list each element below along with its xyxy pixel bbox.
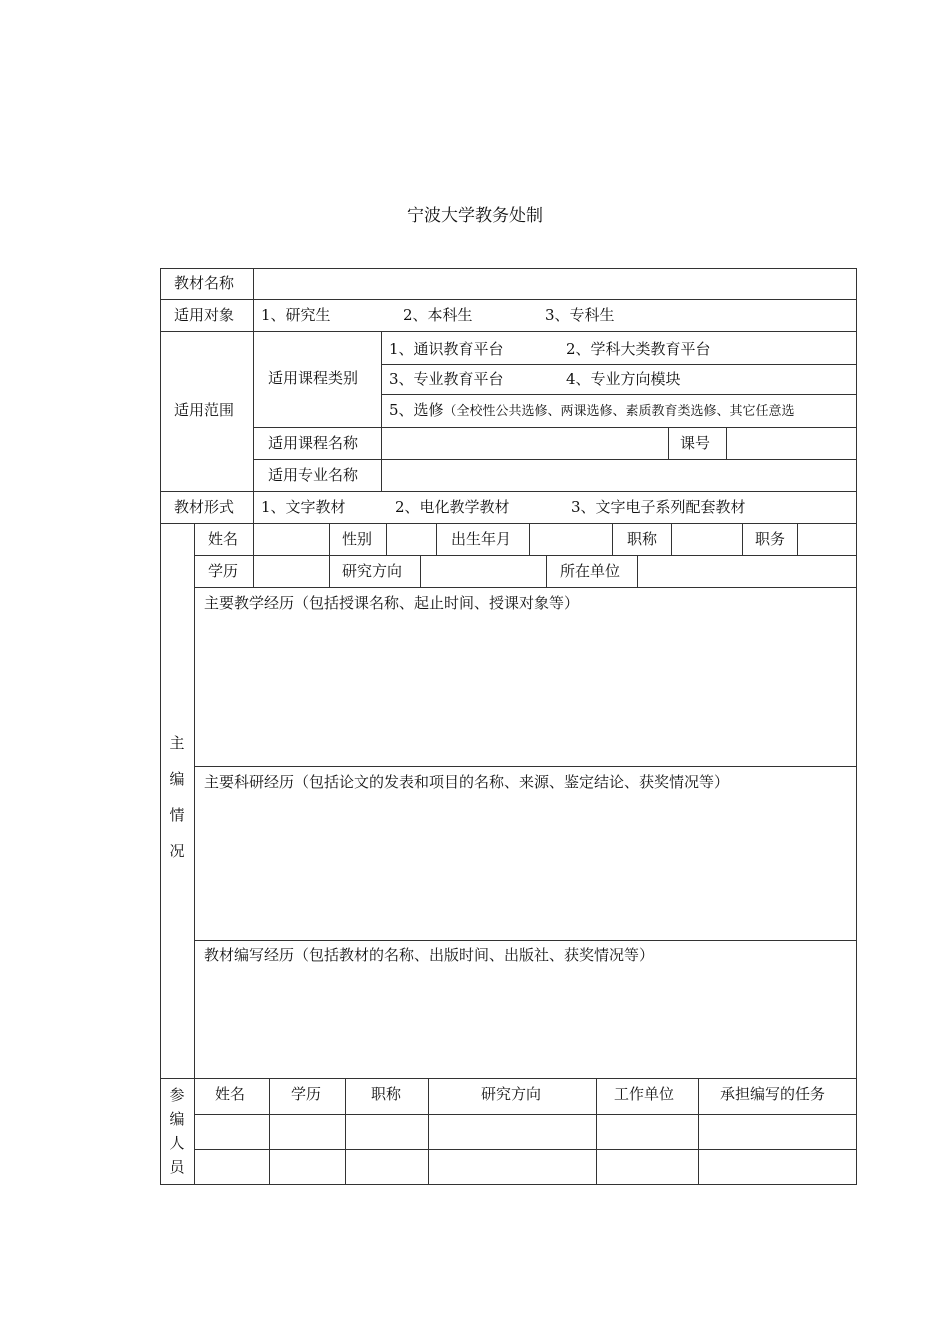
form-option-1: 1、文字教材	[261, 498, 346, 516]
participant-header-title: 职称	[371, 1085, 402, 1103]
category-option-1: 1、通识教育平台	[389, 340, 504, 358]
material-name-label: 教材名称	[174, 274, 235, 292]
editor-birth-label: 出生年月	[451, 530, 512, 548]
teaching-experience-label: 主要教学经历（包括授课名称、起止时间、授课对象等）	[204, 594, 580, 612]
category-option-5-detail: （全校性公共选修、两课选修、素质教育类选修、其它任意选	[443, 404, 795, 419]
audience-label: 适用对象	[174, 306, 235, 324]
course-no-label: 课号	[680, 434, 711, 452]
category-option-5-prefix: 5、选修	[389, 401, 444, 419]
page-title: 宁波大学教务处制	[407, 206, 543, 226]
editor-name-label: 姓名	[208, 530, 239, 548]
category-option-2: 2、学科大类教育平台	[566, 340, 711, 358]
form-option-2: 2、电化教学教材	[395, 498, 510, 516]
participant-header-education: 学历	[291, 1085, 322, 1103]
writing-experience-label: 教材编写经历（包括教材的名称、出版时间、出版社、获奖情况等）	[204, 946, 655, 964]
category-option-5	[389, 401, 795, 421]
participant-header-task: 承担编写的任务	[720, 1085, 826, 1103]
editor-unit-label: 所在单位	[560, 562, 621, 580]
editor-position-label: 职务	[755, 530, 786, 548]
editor-research-label: 研究方向	[342, 562, 403, 580]
course-name-label: 适用课程名称	[268, 434, 359, 452]
audience-option-3: 3、专科生	[545, 306, 615, 324]
participant-header-unit: 工作单位	[614, 1085, 675, 1103]
editor-section-label: 主 编 情 况	[169, 734, 185, 860]
scope-label: 适用范围	[174, 401, 235, 419]
course-category-label: 适用课程类别	[268, 369, 359, 387]
form-option-3: 3、文字电子系列配套教材	[571, 498, 746, 516]
category-option-3: 3、专业教育平台	[389, 370, 504, 388]
participants-section-label: 参 编 人 员	[169, 1086, 185, 1176]
participant-header-research: 研究方向	[481, 1085, 542, 1103]
editor-gender-label: 性别	[342, 530, 373, 548]
major-name-label: 适用专业名称	[268, 466, 359, 484]
editor-education-label: 学历	[208, 562, 239, 580]
editor-title-label: 职称	[627, 530, 658, 548]
audience-option-1: 1、研究生	[261, 306, 331, 324]
audience-option-2: 2、本科生	[403, 306, 473, 324]
participant-header-name: 姓名	[215, 1085, 246, 1103]
form-label: 教材形式	[174, 498, 235, 516]
research-experience-label: 主要科研经历（包括论文的发表和项目的名称、来源、鉴定结论、获奖情况等）	[204, 773, 730, 791]
category-option-4: 4、专业方向模块	[566, 370, 681, 388]
